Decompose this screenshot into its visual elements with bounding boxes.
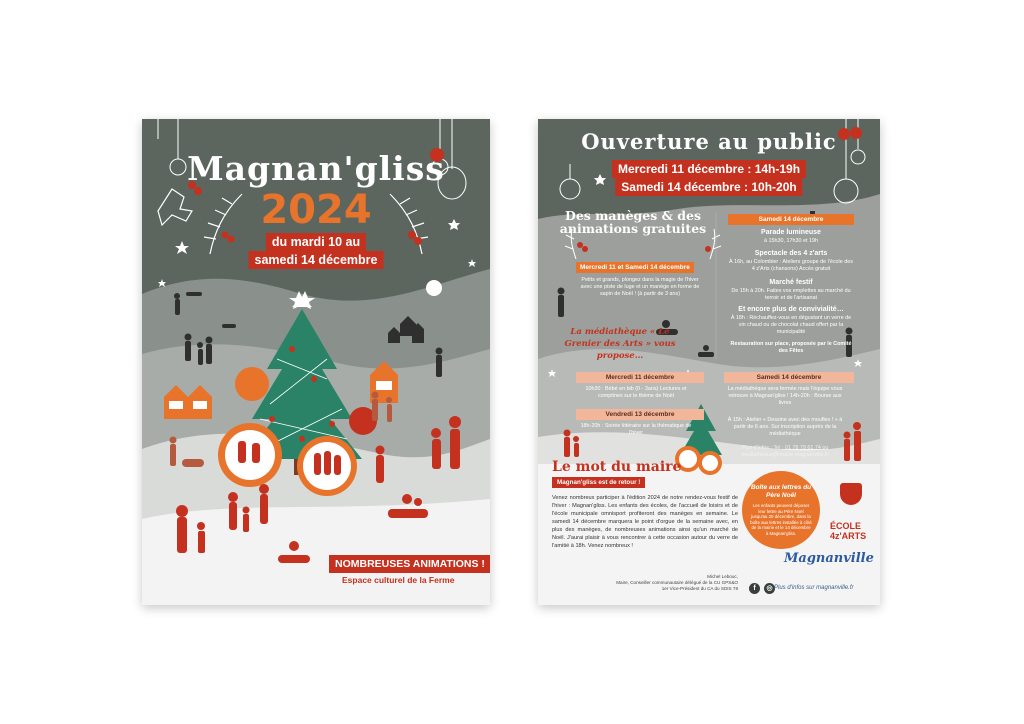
letter-box-text: Les enfants peuvent déposer leur lettre au Père Noël jusqu'au 20 décembre, dans la boîte aux lettres installée à côté de la mairie et le 14 décembre à Magnan'gliss. [750,503,812,536]
spectacle-title: Spectacle des 4 z'arts [754,250,828,257]
ecole-4zarts-logo: ÉCOLE 4z'ARTS [830,521,867,541]
town-crest-logo [840,483,862,505]
mayor-signature [552,574,738,592]
media-sat-text: La médiathèque sera fermée mais l'équipe vous retrouve à Magnan'gliss ! 14h-20h : Bourse aux livres [727,386,843,406]
footer-website[interactable]: Plus d'infos sur magnanville.fr [774,585,854,591]
poster-date-line2: samedi 14 décembre [249,251,384,269]
convivialite-text: À 18h : Réchauffez-vous en dégustant un verre de vin chaud ou de chocolat chaud offert par la municipalité [730,315,852,335]
instagram-icon[interactable]: ◎ [764,583,775,594]
marche-text: De 15h à 20h. Faites vos emplettes au marché du terroir et de l'artisanat [731,288,851,301]
opening-date-2: Samedi 14 décembre : 10h-20h [615,178,802,196]
poster-year: 2024 [260,187,372,233]
media-wed-tag: Mercredi 11 décembre [576,372,704,383]
parade-title: Parade lumineuse [761,229,821,236]
media-wed-text: 10h30 : Bébé en bib (0 - 3ans) Lectures et comptines sur le thème de Noël [585,386,687,399]
flyer-back [538,119,880,605]
media-fri-tag: Vendredi 13 décembre [576,409,704,420]
opening-date-1: Mercredi 11 décembre : 14h-19h [612,160,806,178]
maneges-text: Petits et grands, plongez dans la magie de l'hiver avec une piste de luge et un manège en forme de sapin de Noël ! (à partir de 3 ans) [580,277,700,297]
spectacle-text: À 16h, au Colombier : Ateliers groupe de l'école des 4 z'Arts (chansons) Accès gratuit [729,259,853,272]
media-fri-text: 18h-20h : Soirée littéraire sur la thématique de l'hiver [580,423,692,436]
convivialite-title: Et encore plus de convivialité… [738,306,844,313]
media-sat-tag: Samedi 14 décembre [724,372,854,383]
maneges-title: Des manèges & des animations gratuites [559,208,707,236]
venue-subtitle: Espace culturel de la Ferme [342,575,455,585]
marche-title: Marché festif [769,279,813,286]
atelier-text: À 15h : Atelier « Dessine avec des moufles ! » à partir de 6 ans. Sur inscription auprès de la médiathèque [727,417,843,437]
mediatheque-intro: La médiathèque « Le Grenier des Arts » vous propose… [564,327,676,361]
facebook-icon[interactable]: f [749,583,760,594]
letter-box-title: Boîte aux lettres du Père Noël [750,484,812,499]
mayor-name: Michel Lebouc, [707,574,738,579]
poster-date-line1: du mardi 10 au [266,233,366,251]
tag-wed-sat: Mercredi 11 et Samedi 14 décembre [576,262,694,273]
tag-samedi: Samedi 14 décembre [728,214,854,225]
restauration-text: Restauration sur place, proposée par le Comité des Fêtes [730,341,852,354]
parade-text: à 15h30, 17h30 et 19h [764,238,818,244]
magnanville-logo: Magnanville [784,551,874,566]
mayor-role-1: Maire, Conseiller communautaire délégué de la CU GPS&O [616,580,738,585]
poster-title: Magnan'gliss [187,149,445,188]
mayor-role-2: 1er Vice-Président du CA du SDIS 78 [661,586,738,591]
poster-front [142,119,490,605]
flyer-title: Ouverture au public [581,129,837,154]
contact-text: Plus d'infos : Tel : 01 78 79 61 74 ou mediatheque@mairie-magnanville.fr [741,445,829,458]
mot-du-maire-title: Le mot du maire [552,459,682,475]
mot-du-maire-subtitle: Magnan'gliss est de retour ! [552,477,645,488]
animations-banner: NOMBREUSES ANIMATIONS ! [329,555,490,573]
mot-du-maire-text: Venez nombreux participer à l'édition 2024 de notre rendez-vous festif de l'hiver : Magnan'gliss. Les enfants des écoles, de l'accueil de loisirs et de l'école municipale omnisport profiteront des manèges en semaine. Le samedi 14 décembre marquera le point d'orgue de la semaine avec, en plus des manèges, de nombreuses animations ainsi qu'un marché de Noël. J'aurai plaisir à vous rencontrer à cette occasion autour du verre de l'amitié à 18h. Venez nombreux ! [552,495,738,549]
